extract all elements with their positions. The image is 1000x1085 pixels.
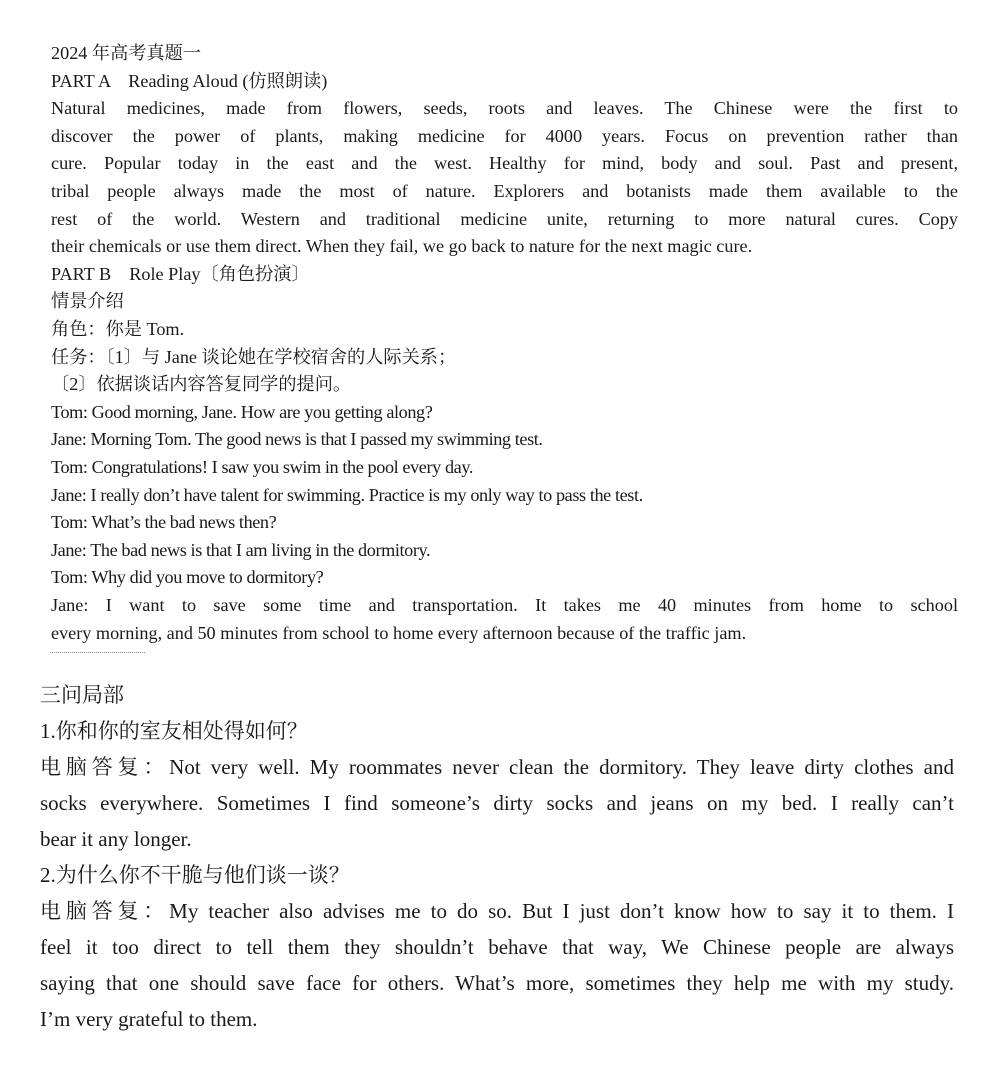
answer-line: bear it any longer. (40, 827, 192, 851)
dialogue-line: Tom: Good morning, Jane. How are you getting along? (51, 401, 433, 422)
reading-line: tribal people always made the most of nature. Explorers and botanists made them available to the (51, 181, 958, 201)
answer-section (0, 680, 1000, 1060)
dialogue-line: Jane: Morning Tom. The good news is that I passed my swimming test. (51, 429, 543, 450)
question-1: 1.你和你的室友相处得如何？ (40, 719, 308, 743)
exam-passage-section (0, 40, 1000, 660)
question-2: 2.为什么你不干脆与他们谈一谈？ (40, 863, 350, 887)
dialogue-line: Tom: Why did you move to dormitory? (51, 567, 324, 588)
task-line: 〔2〕依据谈话内容答复同学的提问。 (51, 374, 352, 395)
reading-line: discover the power of plants, making medicine for 4000 years. Focus on prevention rather than (51, 125, 958, 146)
answers-heading: 三问局部 (40, 683, 124, 707)
scenario-heading: 情景介绍 (51, 291, 124, 312)
reading-line: rest of the world. Western and traditional medicine unite, returning to more natural cures. Copy (51, 208, 958, 229)
reading-line: Natural medicines, made from flowers, seeds, roots and leaves. The Chinese were the first to (51, 98, 958, 119)
doc-title: 2024 年高考真题一 (51, 43, 202, 63)
part-b-heading: PART B Role Play〔角色扮演〕 (51, 263, 310, 284)
dialogue-line: Jane: The bad news is that I am living in the dormitory. (51, 539, 431, 560)
dialogue-line: Tom: Congratulations! I saw you swim in the pool every day. (51, 457, 473, 477)
task-line: 任务：〔1〕与 Jane 谈论她在学校宿舍的人际关系； (51, 346, 457, 367)
dialogue-line: every morning, and 50 minutes from school to home every afternoon because of the traffic jam. (51, 622, 747, 643)
reading-line: cure. Popular today in the east and the west. Healthy for mind, body and soul. Past and present, (51, 153, 958, 174)
dialogue-line: Tom: What’s the bad news then? (51, 512, 277, 533)
answer-line: saying that one should save face for others. What’s more, sometimes they help me with my study. (40, 971, 954, 995)
dialogue-line: Jane: I really don’t have talent for swimming. Practice is my only way to pass the test. (51, 484, 643, 505)
part-a-heading: PART A Reading Aloud (仿照朗读) (51, 70, 328, 91)
answer-line: I’m very grateful to them. (40, 1007, 258, 1031)
dialogue-line: Jane: I want to save some time and transportation. It takes me 40 minutes from home to school (51, 595, 958, 615)
cut-off-text-remnant (50, 652, 145, 657)
reading-line: their chemicals or use them direct. When they fail, we go back to nature for the next magic cure. (51, 236, 753, 257)
answer-line: feel it too direct to tell them they shouldn’t behave that way, We Chinese people are always (40, 935, 954, 959)
answer-line: 电脑答复：My teacher also advises me to do so. But I just don’t know how to say it to them. I (40, 899, 954, 923)
answer-line: socks everywhere. Sometimes I find someone’s dirty socks and jeans on my bed. I really can’t (40, 791, 954, 815)
role-line: 角色：你是 Tom. (51, 319, 185, 339)
answer-line: 电脑答复：Not very well. My roommates never clean the dormitory. They leave dirty clothes and (40, 755, 954, 779)
